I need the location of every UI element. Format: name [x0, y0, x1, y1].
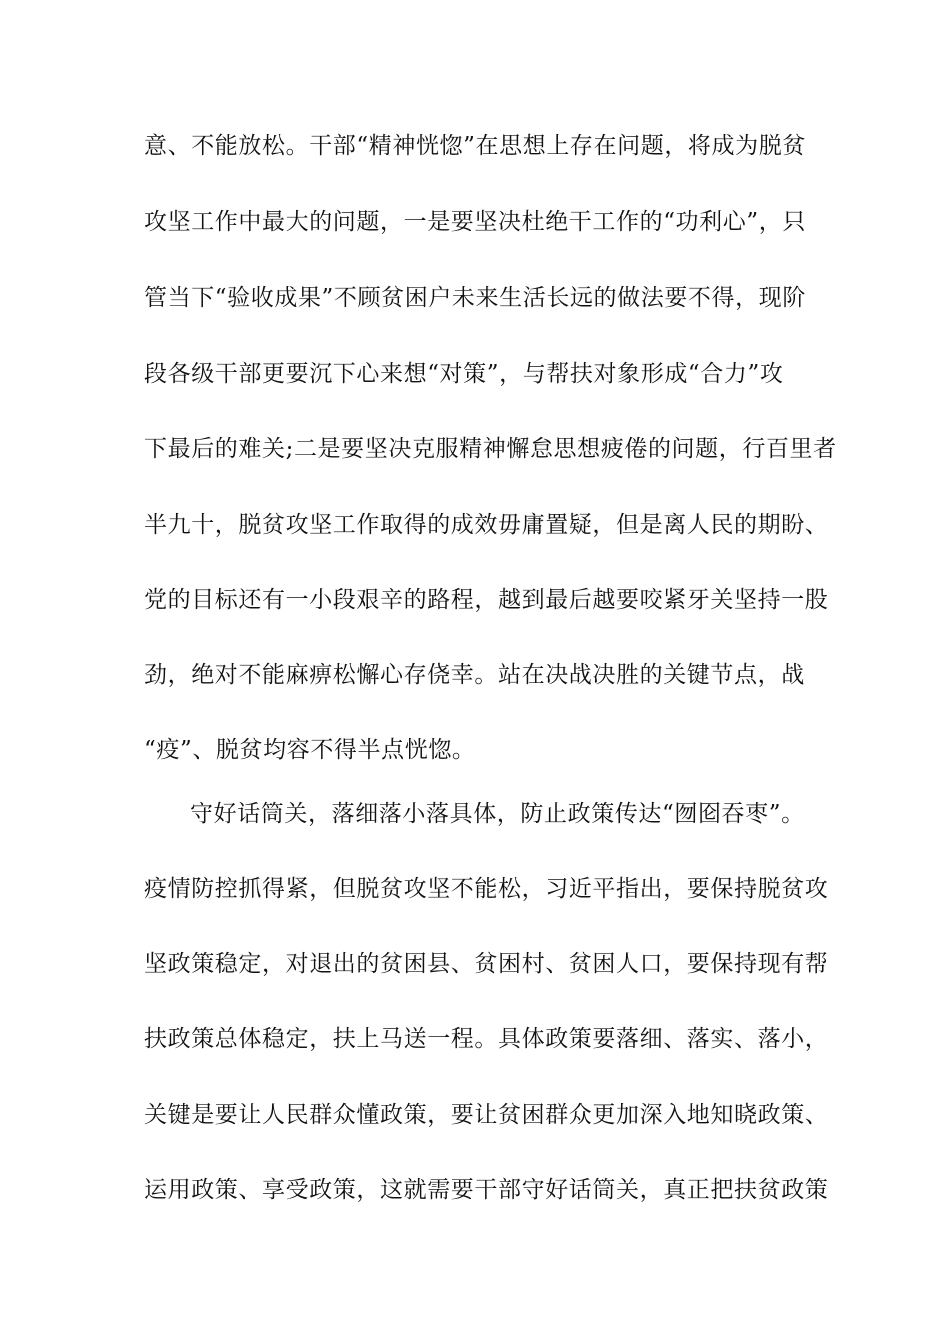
paragraph-line: 下最后的难关;二是要坚决克服精神懈怠思想疲倦的问题，行百里者 — [144, 436, 837, 462]
paragraph-line: “疫”、脱贫均容不得半点恍惚。 — [144, 737, 476, 763]
paragraph-line: 党的目标还有一小段艰辛的路程，越到最后越要咬紧牙关坚持一股 — [144, 587, 829, 613]
paragraph-line: 疫情防控抓得紧，但脱贫攻坚不能松，习近平指出，要保持脱贫攻 — [144, 876, 829, 902]
paragraph-first-line: 守好话筒关，落细落小落具体，防止政策传达“囫囵吞枣”。 — [190, 801, 805, 827]
paragraph-line: 坚政策稳定，对退出的贫困县、贫困村、贫困人口，要保持现有帮 — [144, 951, 829, 977]
paragraph-line: 运用政策、享受政策，这就需要干部守好话筒关，真正把扶贫政策 — [144, 1177, 829, 1203]
paragraph-line: 攻坚工作中最大的问题，一是要坚决杜绝干工作的“功利心”，只 — [144, 209, 806, 235]
paragraph-line: 半九十，脱贫攻坚工作取得的成效毋庸置疑，但是离人民的期盼、 — [144, 512, 829, 538]
paragraph-line: 扶政策总体稳定，扶上马送一程。具体政策要落细、落实、落小， — [144, 1026, 829, 1052]
paragraph-line: 管当下“验收成果”不顾贫困户未来生活长远的做法要不得，现阶 — [144, 285, 806, 311]
paragraph-line: 段各级干部更要沉下心来想“对策”，与帮扶对象形成“合力”攻 — [144, 361, 784, 387]
paragraph-line: 劲，绝对不能麻痹松懈心存侥幸。站在决战决胜的关键节点，战 — [144, 662, 805, 688]
paragraph-line: 关键是要让人民群众懂政策，要让贫困群众更加深入地知晓政策、 — [144, 1102, 829, 1128]
paragraph-line: 意、不能放松。干部“精神恍惚”在思想上存在问题，将成为脱贫 — [144, 133, 806, 159]
